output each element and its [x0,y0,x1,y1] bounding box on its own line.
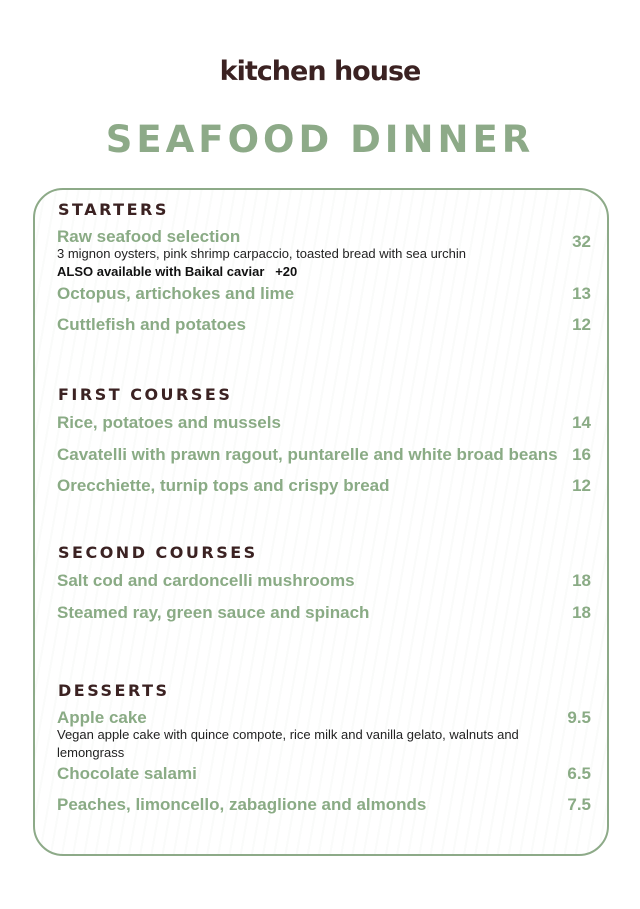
section-heading-first-courses: FIRST COURSES [58,385,233,404]
menu-item-description: Vegan apple cake with quince compote, rice milk and vanilla gelato, walnuts and lemongrass [57,727,519,760]
menu-item-name: Octopus, artichokes and lime [57,284,295,303]
section-heading-starters: STARTERS [58,200,169,219]
menu-item-extra: ALSO available with Baikal caviar +20 [57,264,298,279]
menu-item-name: Salt cod and cardoncelli mushrooms [57,571,355,590]
menu-item-name: Apple cake [57,708,147,727]
menu-item-price: 6.5 [567,764,591,783]
menu-item-description: 3 mignon oysters, pink shrimp carpaccio, toasted bread with sea urchin [57,246,466,261]
brand-logo: kitchen house [219,56,421,87]
section-heading-desserts: DESSERTS [58,681,170,700]
menu-item-name: Chocolate salami [57,764,197,783]
menu-item-price: 13 [572,284,591,303]
menu-item-name: Cuttlefish and potatoes [57,315,246,334]
menu-item-price: 14 [572,413,591,432]
menu-item-price: 7.5 [567,795,591,814]
menu-item-price: 9.5 [567,708,591,727]
section-heading-second-courses: SECOND COURSES [58,543,258,562]
menu-item-name: Rice, potatoes and mussels [57,413,281,432]
menu-item-name: Steamed ray, green sauce and spinach [57,603,370,622]
menu-item-price: 18 [572,603,591,622]
menu-item-name: Peaches, limoncello, zabaglione and almonds [57,795,427,814]
menu-item-price: 32 [572,232,591,251]
menu-item-name: Cavatelli with prawn ragout, puntarelle and white broad beans [57,445,558,464]
menu-item-price: 12 [572,476,591,495]
menu-item-price: 18 [572,571,591,590]
menu-item-price: 12 [572,315,591,334]
menu-title: SEAFOOD DINNER [105,118,535,161]
menu-item-name: Orecchiette, turnip tops and crispy bread [57,476,390,495]
menu-item-name: Raw seafood selection [57,227,241,246]
menu-item-price: 16 [572,445,591,464]
